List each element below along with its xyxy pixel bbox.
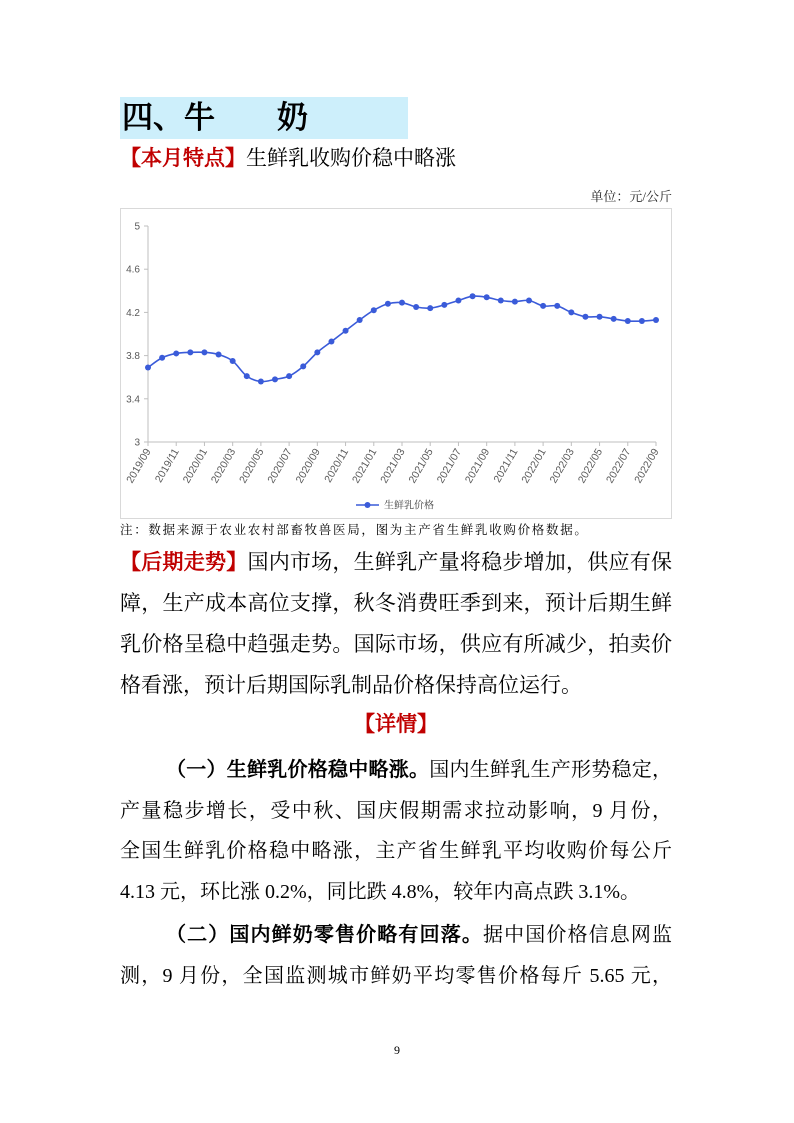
detail-line: 产量稳步增长，受中秋、国庆假期需求拉动影响，9 月份， bbox=[120, 799, 672, 822]
chart-frame bbox=[120, 208, 672, 519]
x-tick-label: 2022/09 bbox=[632, 446, 662, 486]
detail-line bbox=[120, 915, 672, 956]
data-point bbox=[173, 350, 179, 356]
data-point bbox=[328, 339, 334, 345]
monthly-feature bbox=[120, 145, 456, 173]
x-tick-label: 2019/09 bbox=[124, 446, 154, 486]
data-point bbox=[230, 358, 236, 364]
outlook-line: 乳价格呈稳中趋强走势。国际市场，供应有所减少，拍卖价 bbox=[120, 633, 672, 656]
data-point bbox=[300, 363, 306, 369]
x-tick-label: 2021/09 bbox=[462, 446, 493, 486]
data-point bbox=[216, 352, 222, 358]
unit-label: 单位：元/公斤 bbox=[590, 189, 672, 204]
data-point bbox=[554, 303, 560, 309]
x-tick-label: 2020/09 bbox=[293, 446, 323, 486]
data-point bbox=[653, 317, 659, 323]
outlook-line: 格看涨，预计后期国际乳制品价格保持高位运行。 bbox=[120, 674, 582, 697]
data-point bbox=[413, 304, 419, 310]
detail-text: 据中国价格信息网监 bbox=[482, 924, 673, 946]
y-tick-label: 4.2 bbox=[126, 307, 140, 319]
detail-line: 测，9 月份，全国监测城市鲜奶平均零售价格每斤 5.65 元， bbox=[120, 964, 672, 987]
data-point bbox=[597, 314, 603, 320]
legend bbox=[356, 499, 434, 512]
x-tick-label: 2021/01 bbox=[349, 446, 380, 486]
detail-line bbox=[120, 750, 672, 791]
x-tick-label: 2021/11 bbox=[491, 446, 521, 485]
page-number: 9 bbox=[394, 1043, 400, 1057]
detail-lead: （二）国内鲜奶零售价略有回落。 bbox=[166, 924, 483, 946]
x-tick-label: 2021/07 bbox=[434, 446, 465, 486]
data-point bbox=[582, 314, 588, 320]
data-point bbox=[526, 298, 532, 304]
data-point bbox=[484, 294, 490, 300]
data-point bbox=[399, 300, 405, 306]
data-point bbox=[455, 298, 461, 304]
data-point bbox=[611, 316, 617, 322]
outlook-line: 障，生产成本高位支撑，秋冬消费旺季到来，预计后期生鲜 bbox=[120, 592, 672, 615]
detail-text: 国内生鲜乳生产形势稳定， bbox=[429, 759, 672, 781]
x-tick-label: 2020/07 bbox=[265, 446, 295, 486]
y-tick-label: 5 bbox=[134, 221, 140, 233]
detail-paragraph-1 bbox=[120, 750, 672, 912]
x-tick-label: 2021/05 bbox=[406, 446, 436, 486]
x-tick-label: 2022/05 bbox=[575, 446, 606, 486]
legend-label: 生鲜乳价格 bbox=[384, 500, 434, 512]
outlook-paragraph bbox=[120, 542, 672, 706]
data-point bbox=[441, 302, 447, 308]
data-point bbox=[145, 364, 151, 370]
section-title-highlight bbox=[120, 97, 408, 139]
data-point bbox=[385, 301, 391, 307]
data-point bbox=[568, 309, 574, 315]
data-point bbox=[286, 373, 292, 379]
data-point bbox=[201, 349, 207, 355]
detail-line: 全国生鲜乳价格稳中略涨，主产省生鲜乳平均收购价每公斤 bbox=[120, 840, 672, 862]
details-heading: 【详情】 bbox=[354, 713, 438, 736]
x-tick-label: 2020/01 bbox=[180, 446, 211, 486]
x-tick-label: 2020/11 bbox=[322, 446, 352, 485]
x-tick-label: 2021/03 bbox=[378, 446, 408, 486]
x-tick-label: 2019/11 bbox=[152, 446, 182, 485]
data-point bbox=[470, 293, 476, 299]
data-point bbox=[314, 349, 320, 355]
data-point bbox=[258, 379, 264, 385]
data-point bbox=[498, 298, 504, 304]
feature-text: 生鲜乳收购价稳中略涨 bbox=[246, 147, 456, 170]
data-source-note: 注：数据来源于农业农村部畜牧兽医局，图为主产省生鲜乳收购价格数据。 bbox=[120, 523, 589, 537]
data-point bbox=[187, 349, 193, 355]
data-points bbox=[145, 293, 659, 384]
data-point bbox=[371, 307, 377, 313]
legend-marker bbox=[365, 502, 371, 508]
outlook-text: 国内市场，生鲜乳产量将稳步增加，供应有保 bbox=[247, 551, 673, 574]
detail-lead: （一）生鲜乳价格稳中略涨。 bbox=[166, 759, 430, 781]
data-point bbox=[427, 305, 433, 311]
data-point bbox=[639, 318, 645, 324]
y-tick-label: 3 bbox=[134, 437, 140, 449]
line-chart bbox=[121, 209, 671, 518]
data-point bbox=[540, 303, 546, 309]
data-point bbox=[343, 328, 349, 334]
data-point bbox=[625, 318, 631, 324]
data-point bbox=[244, 373, 250, 379]
data-point bbox=[272, 376, 278, 382]
x-tick-label: 2020/05 bbox=[237, 446, 267, 486]
outlook-tag: 【后期走势】 bbox=[120, 551, 248, 574]
section-title: 四、牛 奶 bbox=[122, 100, 308, 135]
y-tick-label: 4.6 bbox=[126, 264, 140, 276]
y-tick-label: 3.4 bbox=[126, 394, 140, 406]
y-axis bbox=[126, 222, 148, 449]
x-tick-label: 2020/03 bbox=[208, 446, 239, 486]
y-tick-label: 3.8 bbox=[126, 351, 140, 363]
data-point bbox=[159, 355, 165, 361]
feature-tag: 【本月特点】 bbox=[120, 147, 246, 170]
x-tick-label: 2022/03 bbox=[547, 446, 577, 486]
series-line bbox=[148, 296, 656, 382]
x-tick-label: 2022/07 bbox=[603, 446, 634, 486]
data-point bbox=[512, 299, 518, 305]
data-point bbox=[357, 317, 363, 323]
outlook-line bbox=[120, 542, 672, 583]
detail-paragraph-2 bbox=[120, 915, 672, 996]
x-axis bbox=[124, 442, 661, 485]
detail-line: 4.13 元，环比涨 0.2%，同比跌 4.8%，较年内高点跌 3.1%。 bbox=[120, 880, 640, 903]
x-tick-label: 2022/01 bbox=[519, 446, 549, 486]
